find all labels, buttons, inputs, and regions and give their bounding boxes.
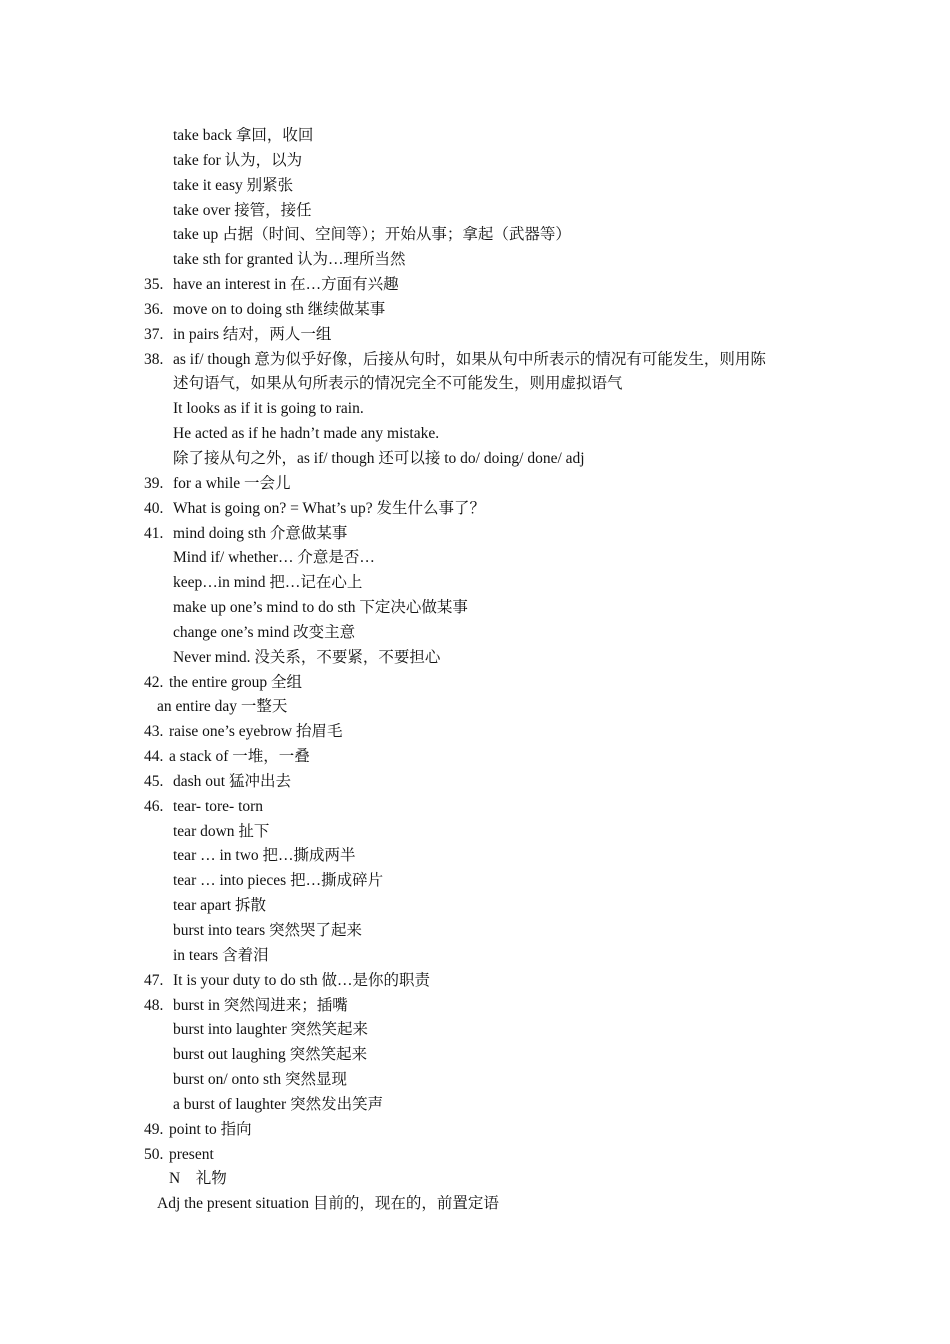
- item-number: 41.: [144, 524, 164, 542]
- document-line: [0, 1093, 950, 1118]
- line-text: take for 认为，以为: [173, 151, 303, 169]
- line-text: keep…in mind 把…记在心上: [173, 574, 363, 592]
- document-line: [0, 745, 950, 770]
- document-line: [0, 994, 950, 1019]
- document-line: [0, 422, 950, 447]
- line-text: take sth for granted 认为…理所当然: [173, 251, 406, 269]
- document-line: [0, 298, 950, 323]
- line-text: take up 占据（时间、空间等）；开始从事；拿起（武器等）: [173, 226, 571, 244]
- document-line: [0, 199, 950, 224]
- line-text: move on to doing sth 继续做某事: [173, 300, 386, 318]
- document-line: [0, 1192, 950, 1217]
- document-line: [0, 571, 950, 596]
- line-text: the entire group 全组: [169, 673, 303, 691]
- line-text: burst on/ onto sth 突然显现: [173, 1071, 347, 1089]
- line-text: change one’s mind 改变主意: [173, 623, 356, 641]
- document-line: [0, 795, 950, 820]
- document-line: [0, 1118, 950, 1143]
- item-number: 44.: [144, 748, 164, 766]
- document-line: [0, 1018, 950, 1043]
- document-line: [0, 695, 950, 720]
- line-text: point to 指向: [169, 1120, 252, 1138]
- line-text: Never mind. 没关系，不要紧，不要担心: [173, 648, 441, 666]
- line-text: have an interest in 在…方面有兴趣: [173, 276, 399, 294]
- item-number: 37.: [144, 325, 164, 343]
- document-line: [0, 522, 950, 547]
- document-line: [0, 596, 950, 621]
- document-line: [0, 844, 950, 869]
- line-text: It is your duty to do sth 做…是你的职责: [173, 971, 431, 989]
- document-line: [0, 894, 950, 919]
- item-number: 46.: [144, 797, 164, 815]
- item-number: 45.: [144, 772, 164, 790]
- line-text: mind doing sth 介意做某事: [173, 524, 348, 542]
- document-line: [0, 720, 950, 745]
- document-line: [0, 1043, 950, 1068]
- line-text: burst out laughing 突然笑起来: [173, 1046, 368, 1064]
- document-line: [0, 646, 950, 671]
- line-text: make up one’s mind to do sth 下定决心做某事: [173, 599, 468, 617]
- line-text: as if/ though 意为似乎好像，后接从句时，如果从句中所表示的情况有可能发生，则用陈: [173, 350, 766, 368]
- document-line: [0, 1167, 950, 1192]
- document-line: [0, 1143, 950, 1168]
- document-line: [0, 969, 950, 994]
- line-text: present: [169, 1145, 214, 1163]
- document-line: [0, 621, 950, 646]
- document-line: [0, 447, 950, 472]
- document-line: [0, 919, 950, 944]
- line-text: tear apart 拆散: [173, 897, 266, 915]
- document-line: [0, 223, 950, 248]
- item-number: 36.: [144, 300, 164, 318]
- line-text: raise one’s eyebrow 抬眉毛: [169, 723, 343, 741]
- vocabulary-list: [0, 124, 950, 1217]
- line-text: tear- tore- torn: [173, 797, 264, 815]
- line-text: tear … into pieces 把…撕成碎片: [173, 872, 384, 890]
- document-line: [0, 497, 950, 522]
- line-text: It looks as if it is going to rain.: [173, 400, 364, 418]
- line-text: burst in 突然闯进来；插嘴: [173, 996, 348, 1014]
- line-text: take over 接管，接任: [173, 201, 312, 219]
- document-line: [0, 671, 950, 696]
- line-text: 除了接从句之外，as if/ though 还可以接 to do/ doing/ done/ adj: [173, 449, 585, 467]
- line-text: an entire day 一整天: [157, 698, 288, 716]
- document-line: [0, 323, 950, 348]
- line-text: 述句语气，如果从句所表示的情况完全不可能发生，则用虚拟语气: [173, 375, 623, 393]
- item-number: 39.: [144, 474, 164, 492]
- line-text: N 礼物: [169, 1170, 227, 1188]
- line-text: dash out 猛冲出去: [173, 772, 291, 790]
- document-line: [0, 174, 950, 199]
- item-number: 38.: [144, 350, 164, 368]
- line-text: Adj the present situation 目前的，现在的，前置定语: [157, 1195, 499, 1213]
- item-number: 48.: [144, 996, 164, 1014]
- line-text: Mind if/ whether… 介意是否…: [173, 549, 375, 567]
- item-number: 47.: [144, 971, 164, 989]
- document-line: [0, 869, 950, 894]
- item-number: 42.: [144, 673, 164, 691]
- document-line: [0, 124, 950, 149]
- line-text: tear down 扯下: [173, 822, 270, 840]
- line-text: take back 拿回，收回: [173, 127, 314, 144]
- document-line: [0, 546, 950, 571]
- line-text: in tears 含着泪: [173, 946, 269, 964]
- line-text: tear … in two 把…撕成两半: [173, 847, 356, 865]
- line-text: a stack of 一堆，一叠: [169, 748, 310, 766]
- document-line: [0, 149, 950, 174]
- line-text: a burst of laughter 突然发出笑声: [173, 1095, 384, 1113]
- document-line: [0, 372, 950, 397]
- document-line: [0, 348, 950, 373]
- document-line: [0, 472, 950, 497]
- document-line: [0, 770, 950, 795]
- line-text: for a while 一会儿: [173, 474, 291, 492]
- line-text: burst into laughter 突然笑起来: [173, 1021, 369, 1039]
- item-number: 43.: [144, 723, 164, 741]
- line-text: in pairs 结对，两人一组: [173, 325, 332, 343]
- item-number: 49.: [144, 1120, 164, 1138]
- document-line: [0, 273, 950, 298]
- line-text: What is going on? = What’s up? 发生什么事了？: [173, 499, 485, 517]
- item-number: 50.: [144, 1145, 164, 1163]
- document-line: [0, 397, 950, 422]
- document-line: [0, 820, 950, 845]
- line-text: take it easy 别紧张: [173, 176, 294, 194]
- line-text: He acted as if he hadn’t made any mistake.: [173, 425, 440, 443]
- document-line: [0, 248, 950, 273]
- document-line: [0, 1068, 950, 1093]
- item-number: 40.: [144, 499, 164, 517]
- item-number: 35.: [144, 276, 164, 294]
- document-line: [0, 944, 950, 969]
- line-text: burst into tears 突然哭了起来: [173, 922, 362, 939]
